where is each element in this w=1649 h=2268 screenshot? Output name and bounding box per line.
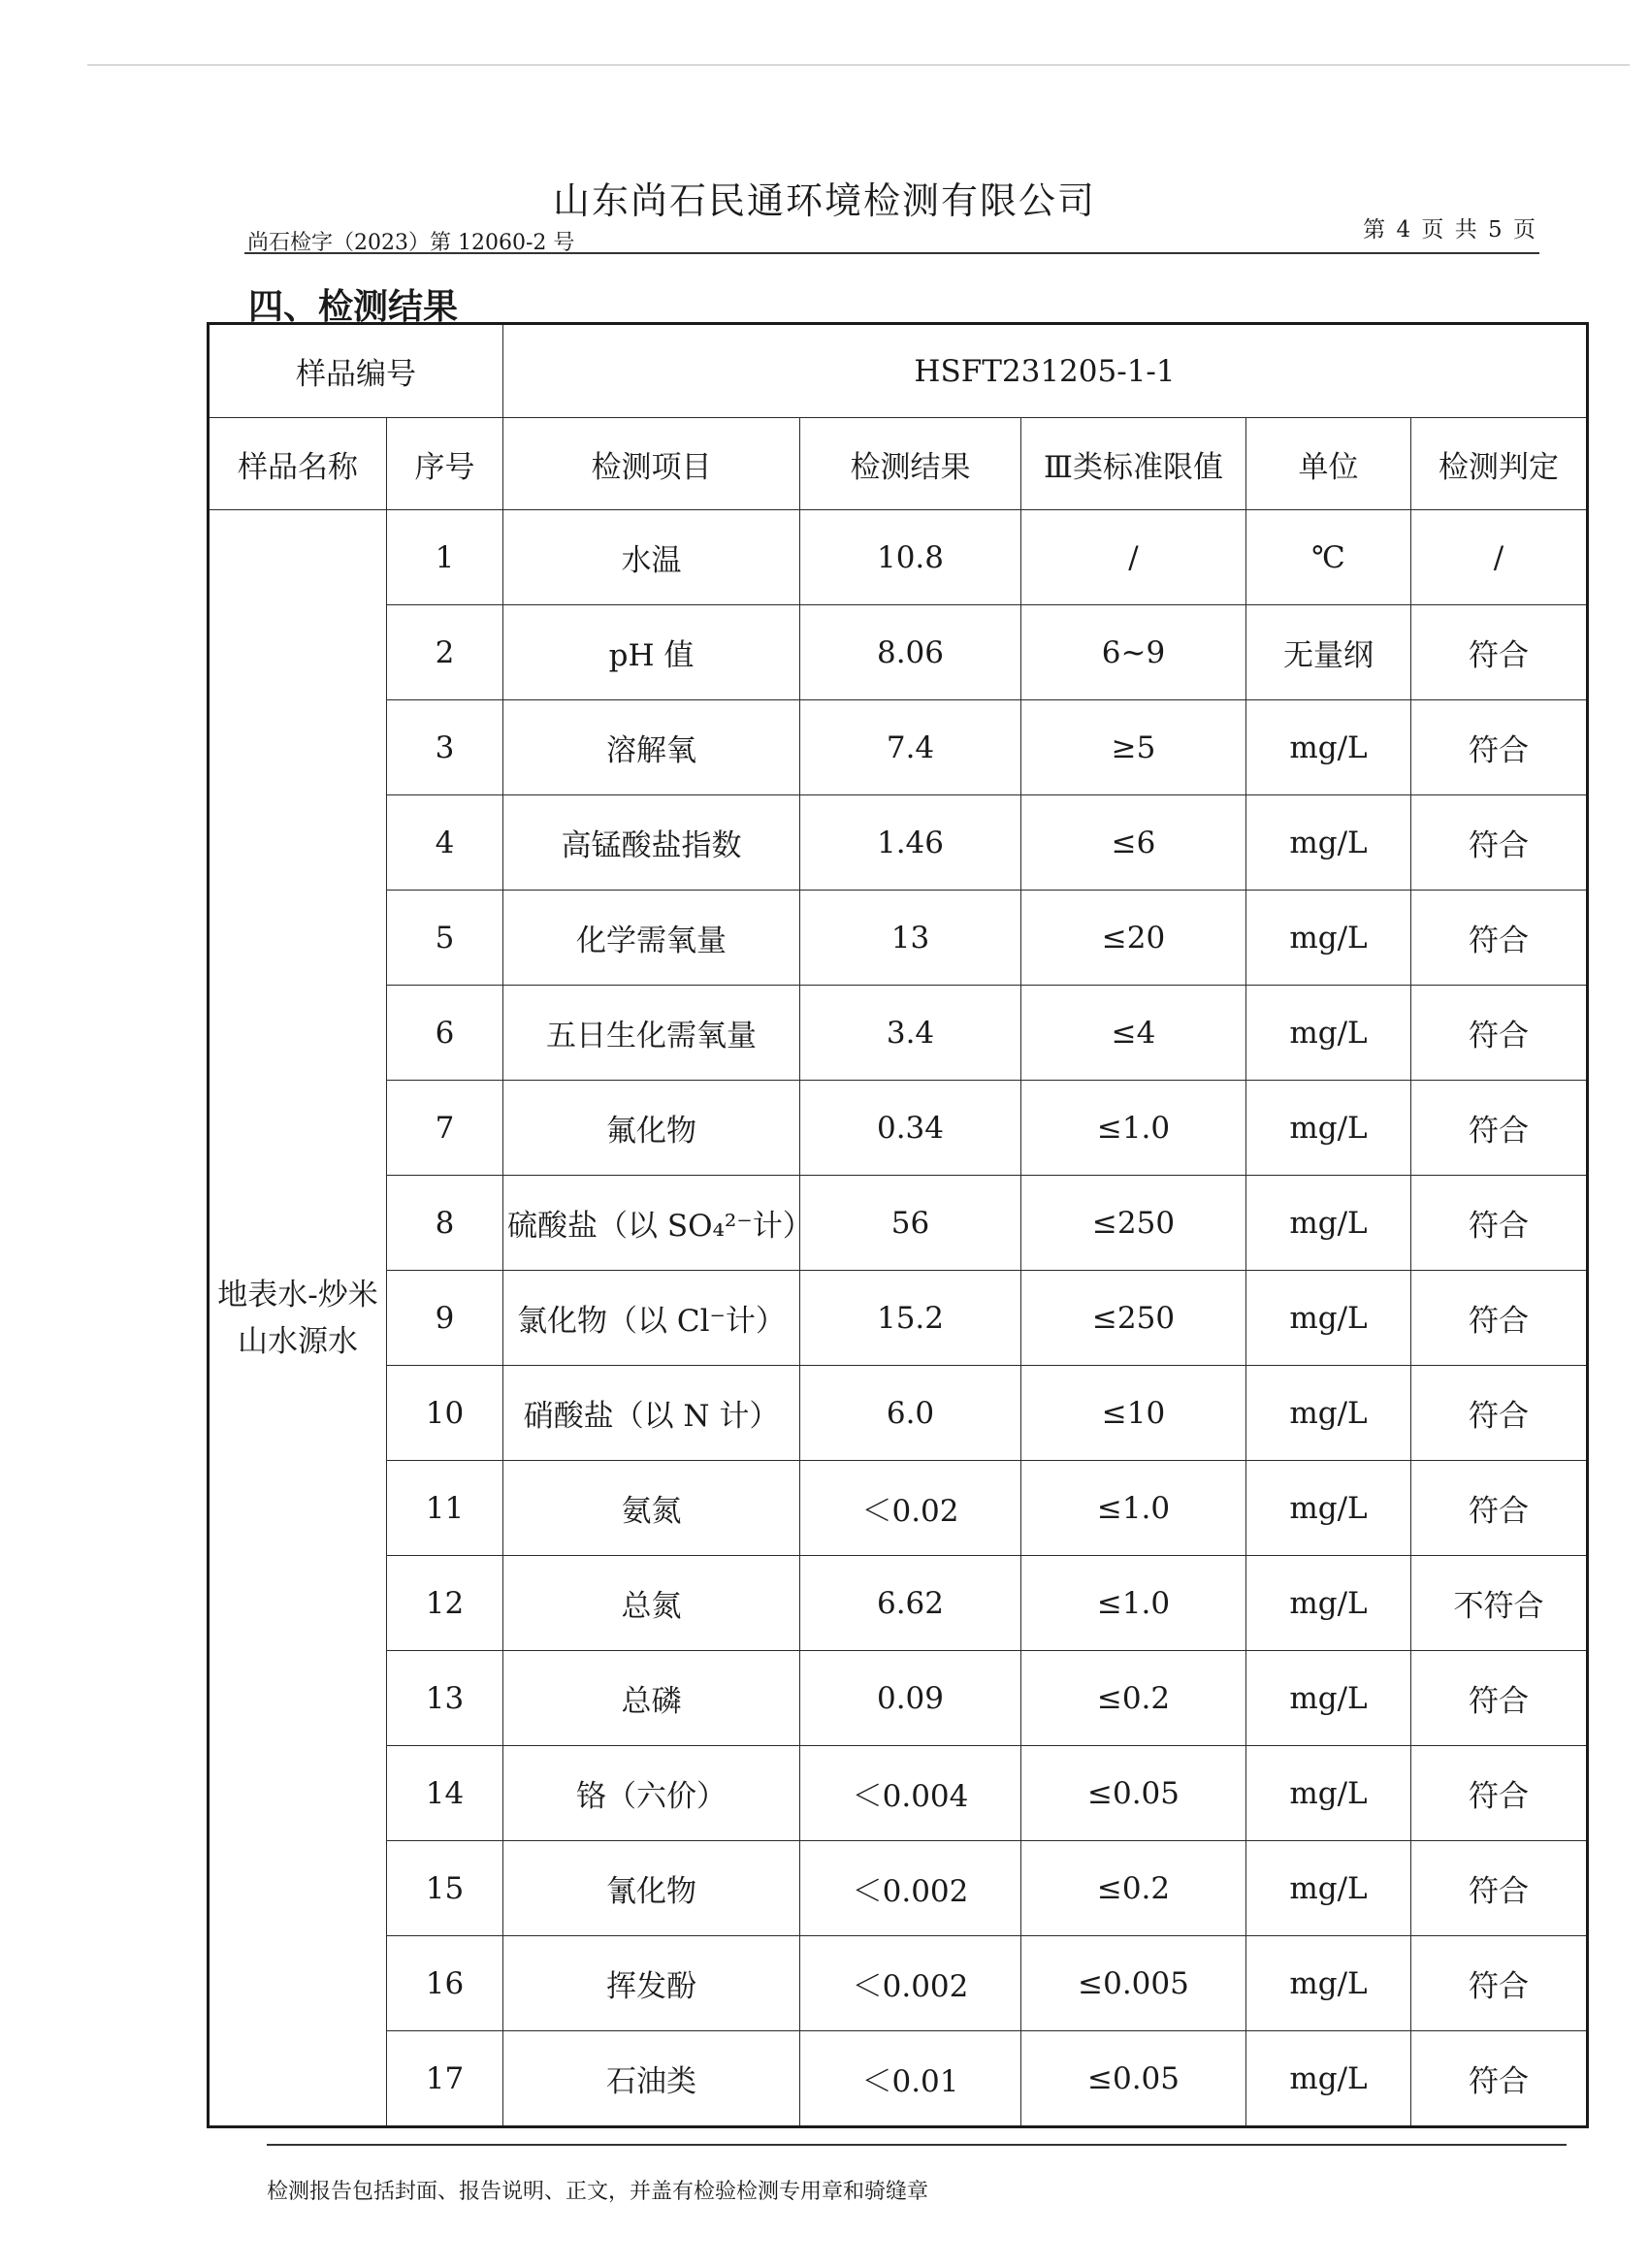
- cell-limit: ≤20: [1021, 891, 1246, 986]
- cell-unit: mg/L: [1246, 1746, 1411, 1841]
- table-row: [209, 1936, 1588, 2031]
- cell-unit: mg/L: [1246, 1366, 1411, 1461]
- cell-seq: 13: [387, 1651, 503, 1746]
- cell-verdict: 符合: [1411, 1841, 1588, 1936]
- header-item: 检测项目: [503, 418, 800, 510]
- cell-verdict: /: [1411, 510, 1588, 605]
- footer-note: 检测报告包括封面、报告说明、正文，并盖有检验检测专用章和骑缝章: [267, 2180, 929, 2204]
- cell-unit: mg/L: [1246, 986, 1411, 1081]
- cell-verdict: 符合: [1411, 1936, 1588, 2031]
- table-row: [209, 1841, 1588, 1936]
- table-row: [209, 1081, 1588, 1176]
- cell-result: 8.06: [800, 605, 1021, 700]
- table-row: [209, 1176, 1588, 1271]
- cell-verdict: 符合: [1411, 1176, 1588, 1271]
- cell-limit: ≤0.05: [1021, 2031, 1246, 2127]
- company-name: 山东尚石民通环境检测有限公司: [552, 179, 1096, 222]
- cell-limit: /: [1021, 510, 1246, 605]
- column-header-row: [209, 418, 1588, 510]
- table-row: [209, 1461, 1588, 1556]
- cell-unit: mg/L: [1246, 1081, 1411, 1176]
- cell-verdict: 符合: [1411, 1081, 1588, 1176]
- table-row: [209, 1556, 1588, 1651]
- header-sample-name: 样品名称: [209, 418, 387, 510]
- cell-unit: mg/L: [1246, 1841, 1411, 1936]
- cell-verdict: 符合: [1411, 1366, 1588, 1461]
- cell-result: 6.0: [800, 1366, 1021, 1461]
- cell-verdict: 不符合: [1411, 1556, 1588, 1651]
- cell-verdict: 符合: [1411, 700, 1588, 795]
- cell-seq: 12: [387, 1556, 503, 1651]
- cell-unit: ℃: [1246, 510, 1411, 605]
- sample-code-label: 样品编号: [209, 324, 503, 418]
- cell-unit: mg/L: [1246, 891, 1411, 986]
- cell-limit: ≤0.05: [1021, 1746, 1246, 1841]
- cell-unit: mg/L: [1246, 1461, 1411, 1556]
- cell-item: 五日生化需氧量: [503, 986, 800, 1081]
- top-scan-rule: [87, 64, 1630, 66]
- cell-verdict: 符合: [1411, 605, 1588, 700]
- cell-limit: ≤250: [1021, 1271, 1246, 1366]
- cell-result: ＜0.02: [800, 1461, 1021, 1556]
- cell-seq: 10: [387, 1366, 503, 1461]
- cell-limit: ≤0.2: [1021, 1651, 1246, 1746]
- cell-seq: 7: [387, 1081, 503, 1176]
- cell-item: 硝酸盐（以 N 计）: [503, 1366, 800, 1461]
- cell-seq: 15: [387, 1841, 503, 1936]
- cell-verdict: 符合: [1411, 986, 1588, 1081]
- report-number: 尚石检字（2023）第 12060-2 号: [247, 231, 575, 255]
- cell-item: 石油类: [503, 2031, 800, 2127]
- cell-seq: 17: [387, 2031, 503, 2127]
- cell-item: 总磷: [503, 1651, 800, 1746]
- table-row: [209, 986, 1588, 1081]
- cell-unit: mg/L: [1246, 2031, 1411, 2127]
- cell-result: 10.8: [800, 510, 1021, 605]
- cell-verdict: 符合: [1411, 2031, 1588, 2127]
- cell-verdict: 符合: [1411, 891, 1588, 986]
- cell-limit: ≤10: [1021, 1366, 1246, 1461]
- cell-limit: ≤4: [1021, 986, 1246, 1081]
- cell-result: 56: [800, 1176, 1021, 1271]
- cell-seq: 16: [387, 1936, 503, 2031]
- header-verdict: 检测判定: [1411, 418, 1588, 510]
- cell-verdict: 符合: [1411, 1651, 1588, 1746]
- cell-limit: 6~9: [1021, 605, 1246, 700]
- cell-limit: ≤1.0: [1021, 1556, 1246, 1651]
- cell-result: 15.2: [800, 1271, 1021, 1366]
- cell-item: 高锰酸盐指数: [503, 795, 800, 891]
- section-title: 四、检测结果: [248, 287, 459, 327]
- cell-limit: ≤0.2: [1021, 1841, 1246, 1936]
- cell-unit: mg/L: [1246, 1271, 1411, 1366]
- table-row: [209, 700, 1588, 795]
- cell-item: 水温: [503, 510, 800, 605]
- header-limit: Ⅲ类标准限值: [1021, 418, 1246, 510]
- cell-result: 7.4: [800, 700, 1021, 795]
- cell-item: 氰化物: [503, 1841, 800, 1936]
- table-row: [209, 1746, 1588, 1841]
- cell-limit: ≤0.005: [1021, 1936, 1246, 2031]
- cell-item: 硫酸盐（以 SO₄²⁻计）: [503, 1176, 800, 1271]
- cell-limit: ≤1.0: [1021, 1081, 1246, 1176]
- table-row: [209, 891, 1588, 986]
- cell-seq: 3: [387, 700, 503, 795]
- cell-result: 13: [800, 891, 1021, 986]
- cell-seq: 11: [387, 1461, 503, 1556]
- cell-unit: mg/L: [1246, 1651, 1411, 1746]
- header-seq: 序号: [387, 418, 503, 510]
- footer-rule: [267, 2144, 1567, 2146]
- cell-seq: 14: [387, 1746, 503, 1841]
- table-row: [209, 795, 1588, 891]
- cell-item: 化学需氧量: [503, 891, 800, 986]
- cell-item: pH 值: [503, 605, 800, 700]
- cell-seq: 2: [387, 605, 503, 700]
- cell-item: 溶解氧: [503, 700, 800, 795]
- cell-limit: ≥5: [1021, 700, 1246, 795]
- cell-verdict: 符合: [1411, 1746, 1588, 1841]
- cell-seq: 4: [387, 795, 503, 891]
- cell-seq: 8: [387, 1176, 503, 1271]
- header-unit: 单位: [1246, 418, 1411, 510]
- cell-item: 氨氮: [503, 1461, 800, 1556]
- cell-result: 0.34: [800, 1081, 1021, 1176]
- cell-limit: ≤250: [1021, 1176, 1246, 1271]
- table-row: [209, 510, 1588, 605]
- cell-limit: ≤1.0: [1021, 1461, 1246, 1556]
- cell-result: ＜0.002: [800, 1936, 1021, 2031]
- cell-item: 挥发酚: [503, 1936, 800, 2031]
- cell-result: ＜0.01: [800, 2031, 1021, 2127]
- cell-unit: mg/L: [1246, 1176, 1411, 1271]
- table-row: [209, 1651, 1588, 1746]
- cell-verdict: 符合: [1411, 1271, 1588, 1366]
- cell-verdict: 符合: [1411, 795, 1588, 891]
- cell-result: ＜0.002: [800, 1841, 1021, 1936]
- cell-unit: mg/L: [1246, 1936, 1411, 2031]
- cell-seq: 6: [387, 986, 503, 1081]
- sample-name-cell: 地表水-炒米山水源水: [209, 510, 387, 2127]
- cell-result: 6.62: [800, 1556, 1021, 1651]
- table-row: [209, 1271, 1588, 1366]
- cell-seq: 5: [387, 891, 503, 986]
- cell-unit: 无量纲: [1246, 605, 1411, 700]
- sample-code-value: HSFT231205-1-1: [503, 324, 1588, 418]
- cell-result: 1.46: [800, 795, 1021, 891]
- table-row: [209, 2031, 1588, 2127]
- table-row: [209, 605, 1588, 700]
- sample-code-row: [209, 324, 1588, 418]
- cell-unit: mg/L: [1246, 700, 1411, 795]
- cell-result: 3.4: [800, 986, 1021, 1081]
- results-table: [207, 322, 1589, 2128]
- cell-item: 氟化物: [503, 1081, 800, 1176]
- cell-unit: mg/L: [1246, 1556, 1411, 1651]
- cell-result: 0.09: [800, 1651, 1021, 1746]
- header-result: 检测结果: [800, 418, 1021, 510]
- table-row: [209, 1366, 1588, 1461]
- cell-item: 氯化物（以 Cl⁻计）: [503, 1271, 800, 1366]
- cell-item: 铬（六价）: [503, 1746, 800, 1841]
- cell-result: ＜0.004: [800, 1746, 1021, 1841]
- cell-unit: mg/L: [1246, 795, 1411, 891]
- cell-limit: ≤6: [1021, 795, 1246, 891]
- cell-item: 总氮: [503, 1556, 800, 1651]
- page-number: 第 4 页 共 5 页: [1363, 217, 1537, 243]
- header-rule: [244, 252, 1539, 254]
- cell-seq: 1: [387, 510, 503, 605]
- cell-seq: 9: [387, 1271, 503, 1366]
- cell-verdict: 符合: [1411, 1461, 1588, 1556]
